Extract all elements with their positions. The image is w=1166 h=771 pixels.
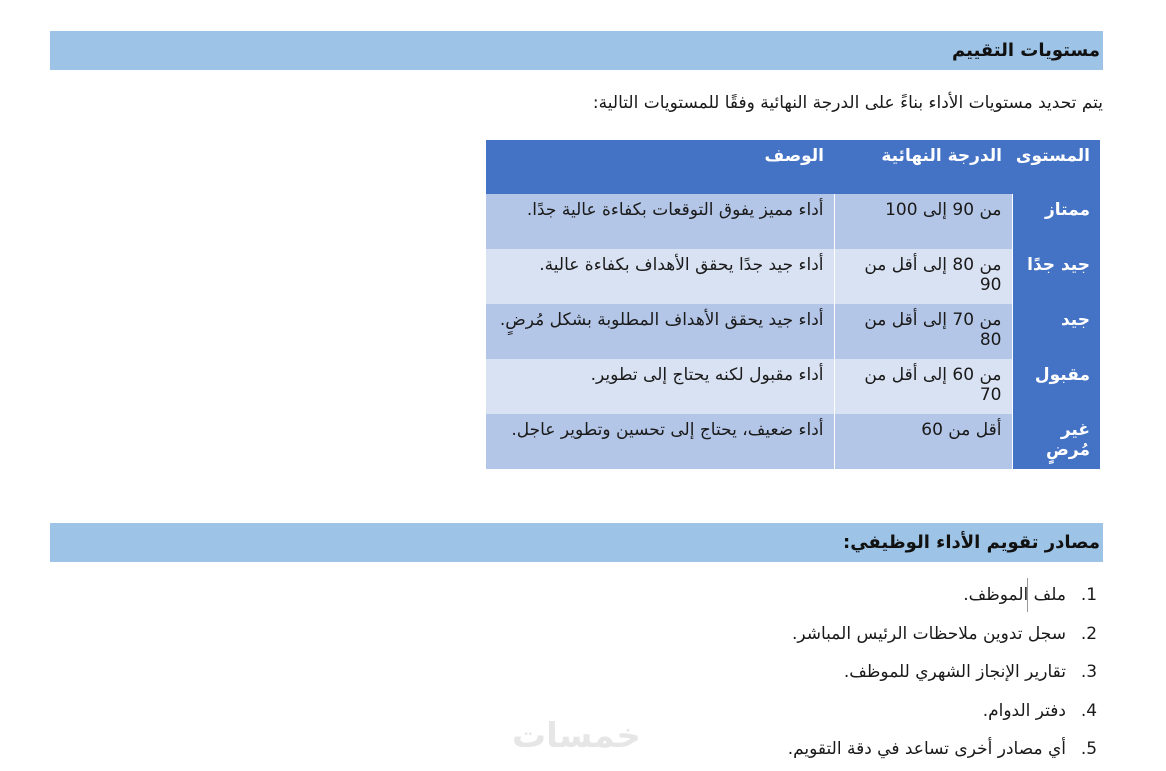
table-row: [486, 249, 1100, 304]
list-item: [788, 655, 1098, 694]
section-heading-text: مصادر تقويم الأداء الوظيفي:: [843, 532, 1100, 553]
list-number: 3.: [1080, 662, 1098, 682]
watermark-logo: خمسات: [512, 716, 641, 756]
description-cell: أداء مميز يفوق التوقعات بكفاءة عالية جدًا.: [486, 194, 834, 249]
section-heading-evaluation-sources: [50, 523, 1103, 562]
range-cell: من 70 إلى أقل من 80: [834, 304, 1012, 359]
list-item-text: سجل تدوين ملاحظات الرئيس المباشر.: [791, 623, 1066, 644]
section-heading-text: مستويات التقييم: [951, 40, 1100, 61]
list-item: [788, 694, 1098, 733]
table-row: [486, 414, 1100, 469]
range-cell: من 60 إلى أقل من 70: [834, 359, 1012, 414]
evaluation-levels-table: [486, 140, 1100, 469]
list-item-text: أي مصادر أخرى تساعد في دقة التقويم.: [787, 739, 1066, 759]
description-cell: أداء جيد جدًا يحقق الأهداف بكفاءة عالية.: [486, 249, 834, 304]
list-item-text: تقارير الإنجاز الشهري للموظف.: [843, 662, 1066, 682]
header-level: المستوى: [1012, 140, 1100, 194]
sources-list: [787, 578, 1098, 771]
range-cell: أقل من 60: [834, 414, 1012, 469]
level-cell: مقبول: [1012, 359, 1100, 414]
header-description: الوصف: [486, 140, 834, 194]
range-cell: من 90 إلى 100: [834, 194, 1012, 249]
level-cell: غير مُرضٍ: [1012, 414, 1100, 469]
intro-paragraph: يتم تحديد مستويات الأداء بناءً على الدرجة النهائية وفقًا للمستويات التالية:: [592, 93, 1103, 113]
table-row: [486, 359, 1100, 414]
section-heading-evaluation-levels: [50, 31, 1103, 70]
list-item-text: دفتر الدوام.: [982, 700, 1066, 721]
list-item-text: ملف الموظف.: [963, 585, 1066, 605]
table-row: [486, 194, 1100, 249]
table-header-row: [486, 140, 1100, 194]
description-cell: أداء ضعيف، يحتاج إلى تحسين وتطوير عاجل.: [486, 414, 834, 469]
table-row: [486, 304, 1100, 359]
level-cell: جيد جدًا: [1012, 249, 1100, 304]
range-cell: من 80 إلى أقل من 90: [834, 249, 1012, 304]
description-cell: أداء مقبول لكنه يحتاج إلى تطوير.: [486, 359, 834, 414]
list-item: [788, 578, 1098, 617]
list-number: 1.: [1080, 585, 1098, 605]
list-number: 2.: [1080, 623, 1098, 644]
description-cell: أداء جيد يحقق الأهداف المطلوبة بشكل مُرضٍ.: [486, 304, 834, 359]
header-final-score: الدرجة النهائية: [834, 140, 1012, 194]
list-number: 4.: [1080, 700, 1098, 721]
level-cell: جيد: [1012, 304, 1100, 359]
level-cell: ممتاز: [1012, 194, 1100, 249]
list-item: [787, 732, 1098, 771]
list-number: 5.: [1080, 739, 1098, 759]
list-item: [788, 617, 1098, 656]
